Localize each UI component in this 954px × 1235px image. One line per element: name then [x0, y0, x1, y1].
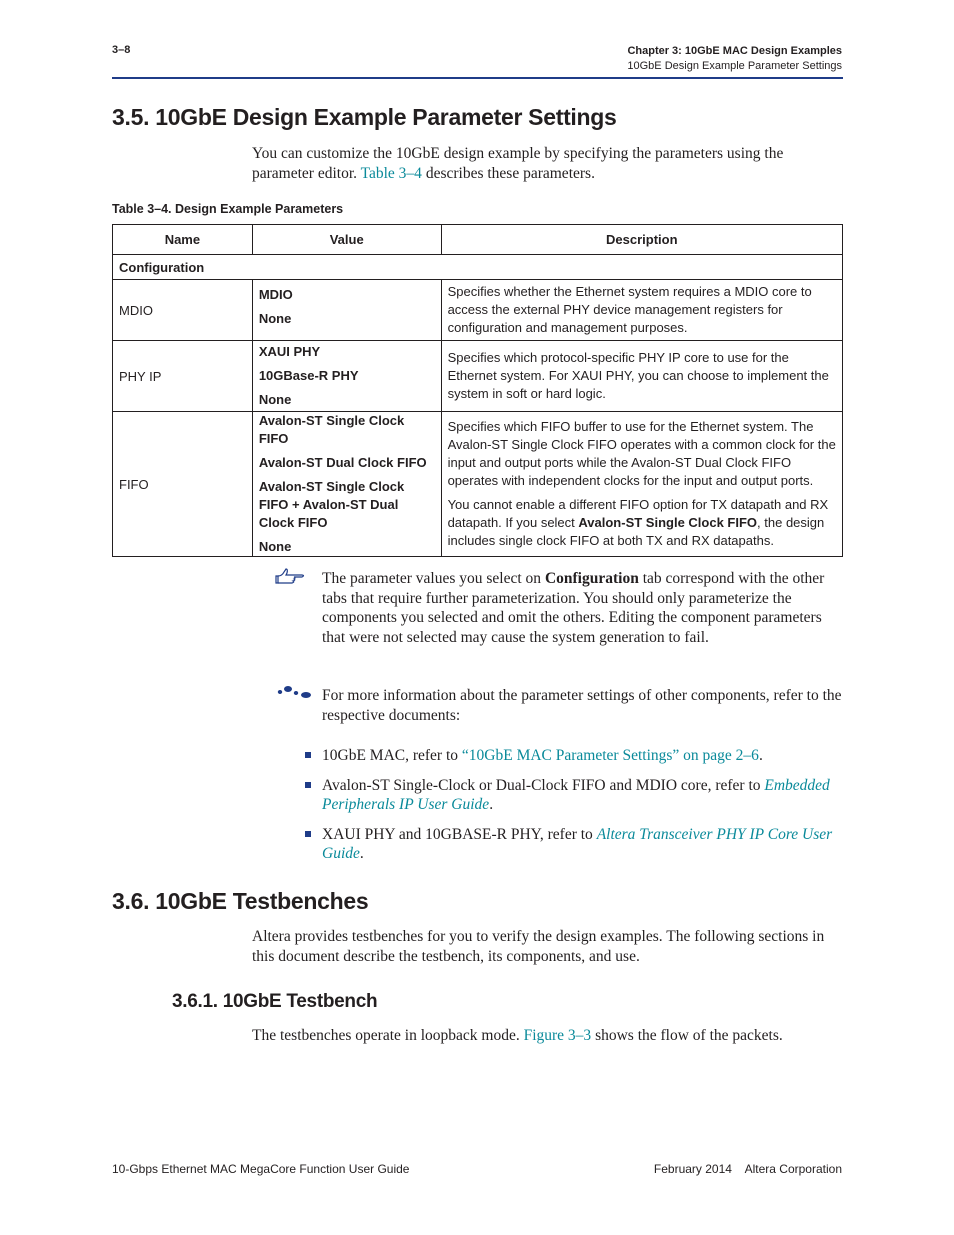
reference-list	[322, 746, 844, 874]
table-row	[113, 341, 843, 412]
cell-values	[252, 341, 441, 412]
value-option: MDIO	[258, 287, 293, 302]
table-header-row	[113, 225, 843, 255]
group-label: Configuration	[113, 255, 843, 280]
cell-values	[252, 412, 441, 557]
header-value: Value	[252, 225, 441, 255]
footprints-icon	[276, 685, 314, 704]
page-number: 3–8	[112, 44, 131, 56]
value-option: Avalon-ST Single Clock FIFO + Avalon-ST Dual Clock FIFO	[258, 479, 405, 530]
running-header	[627, 44, 842, 74]
table-group-row	[113, 255, 843, 280]
value-option: None	[258, 392, 292, 407]
value-option: XAUI PHY	[258, 344, 321, 359]
cell-description: Specifies whether the Ethernet system requires a MDIO core to access the external PHY device management registers for configuration and management purposes.	[441, 280, 842, 341]
parameters-table	[112, 224, 843, 557]
value-option: Avalon-ST Single Clock FIFO	[258, 413, 405, 446]
bullet-icon	[305, 831, 311, 837]
footer-document-title: 10-Gbps Ethernet MAC MegaCore Function User Guide	[112, 1162, 410, 1176]
chapter-title: Chapter 3: 10GbE MAC Design Examples	[627, 45, 842, 57]
footer-date-company: February 2014 Altera Corporation	[653, 1162, 842, 1176]
cell-name: MDIO	[113, 280, 253, 341]
section-title: 10GbE Design Example Parameter Settings	[627, 60, 842, 72]
figure-3-3-link[interactable]: Figure 3–3	[523, 1027, 592, 1044]
section-3-6-1-text: The testbenches operate in loopback mode. Figure 3–3 shows the flow of the packets.	[252, 1027, 783, 1044]
list-item: 10GbE MAC, refer to “10GbE MAC Parameter Settings” on page 2–6.	[322, 746, 844, 766]
list-item: XAUI PHY and 10GBASE-R PHY, refer to Altera Transceiver PHY IP Core User Guide.	[322, 825, 844, 864]
value-option: Avalon-ST Dual Clock FIFO	[258, 455, 427, 470]
header-description: Description	[441, 225, 842, 255]
table-caption: Table 3–4. Design Example Parameters	[112, 202, 344, 216]
value-option: 10GBase-R PHY	[258, 368, 359, 383]
section-heading-3-5: 3.5. 10GbE Design Example Parameter Settings	[112, 104, 617, 130]
cell-name: FIFO	[113, 412, 253, 557]
header-name: Name	[113, 225, 253, 255]
table-3-4-link[interactable]: Table 3–4	[360, 164, 422, 182]
bullet-icon	[305, 752, 311, 758]
more-info-text: For more information about the parameter settings of other components, refer to the respective documents:	[322, 687, 842, 724]
cell-description: Specifies which protocol-specific PHY IP core to use for the Ethernet system. For XAUI PHY, you can choose to implement the system in soft or hard logic.	[441, 341, 842, 412]
table-row	[113, 280, 843, 341]
table-row	[113, 412, 843, 557]
value-option: None	[258, 539, 292, 554]
cell-name: PHY IP	[113, 341, 253, 412]
mac-parameter-settings-link[interactable]: “10GbE MAC Parameter Settings” on page 2–6	[461, 747, 759, 764]
transceiver-phy-link[interactable]: Altera Transceiver PHY IP Core User Guide	[322, 825, 833, 862]
section-3-6-text: Altera provides testbenches for you to verify the design examples. The following sections in this document describe the testbench, its components, and use.	[252, 928, 825, 965]
embedded-peripherals-link[interactable]: Embedded Peripherals IP User Guide	[322, 776, 830, 813]
bullet-icon	[305, 782, 311, 788]
description-paragraph: Specifies which FIFO buffer to use for the Ethernet system. The Avalon-ST Single Clock FIFO operates with a common clock for the input and output ports while the Avalon-ST Dual Clock FIFO operates with independent clocks for the input and output ports.	[447, 419, 836, 488]
value-option: None	[258, 311, 292, 326]
description-paragraph: You cannot enable a different FIFO option for TX datapath and RX datapath. If you select Avalon-ST Single Clock FIFO, the design includes single clock FIFO at both TX and RX datapaths.	[447, 497, 829, 548]
section-heading-3-6-1: 3.6.1. 10GbE Testbench	[172, 991, 378, 1012]
section-3-5-intro: You can customize the 10GbE design example by specifying the parameters using the parameter editor. Table 3–4 describes these parameters.	[252, 145, 784, 182]
section-heading-3-6: 3.6. 10GbE Testbenches	[112, 888, 369, 914]
header-rule	[112, 77, 843, 79]
hand-pointer-icon	[274, 567, 308, 590]
list-item: Avalon-ST Single-Clock or Dual-Clock FIFO and MDIO core, refer to Embedded Peripherals IP User Guide.	[322, 776, 844, 815]
cell-values	[252, 280, 441, 341]
note-text: The parameter values you select on Configuration tab correspond with the other tabs that require further parameterization. You should only parameterize the components you selected and omit the others. Editing the component parameters that were not selected may cause the system generation to fail.	[322, 570, 825, 646]
cell-description	[441, 412, 842, 557]
